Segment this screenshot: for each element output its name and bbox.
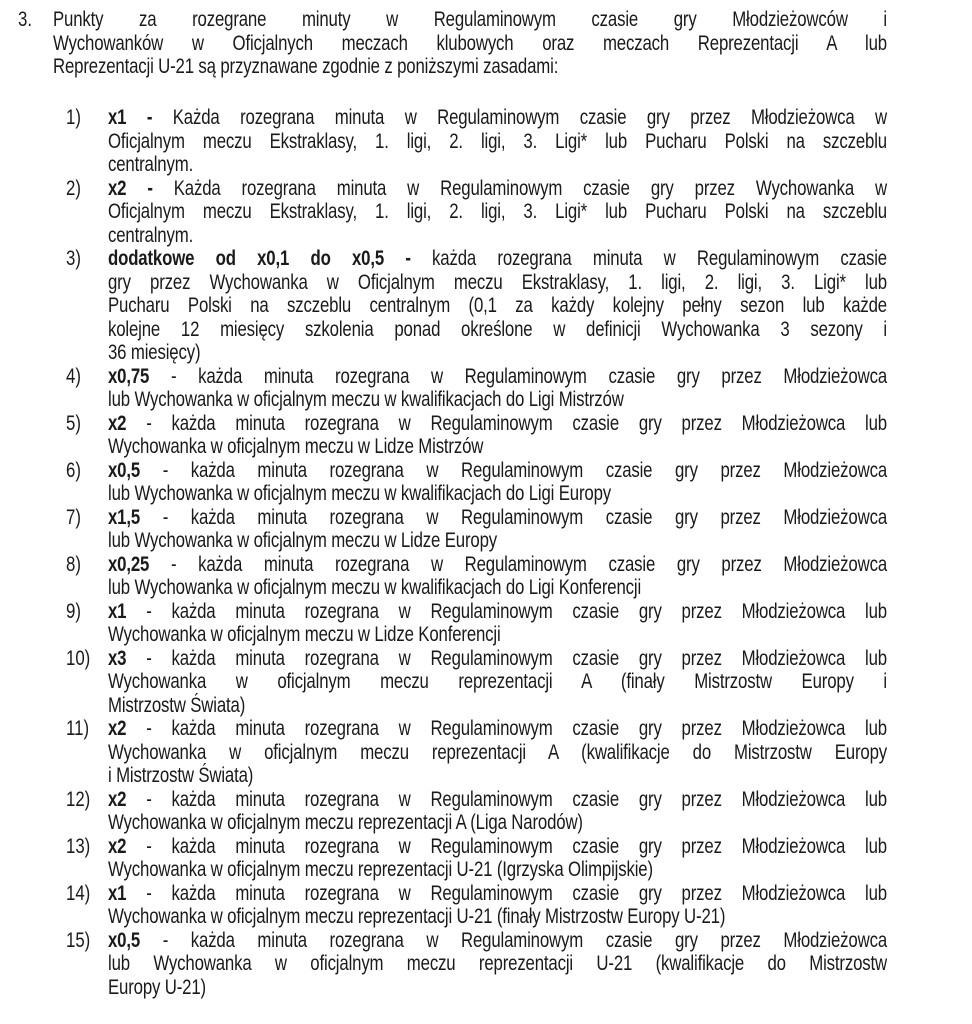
section-number: 3.: [18, 8, 33, 31]
rule-text: Wychowanka w oficjalnym meczu reprezentacji U-21 (finały Mistrzostw Europy U-21): [108, 905, 726, 928]
rule-text: lub Wychowanka w oficjalnym meczu w Lidze Europy: [108, 529, 497, 552]
rule-line: [108, 600, 887, 624]
rule-line: [108, 247, 887, 271]
rule-line: [108, 976, 206, 1000]
rule-text: - każda minuta rozegrana w Regulaminowym czasie gry przez Młodzieżowca lub: [126, 717, 887, 740]
rule-number: 13): [66, 834, 91, 858]
rule-text: Wychowanka w oficjalnym meczu w Lidze Konferencji: [108, 623, 501, 646]
rule-text: Każda rozegrana minuta w Regulaminowym czasie gry przez Młodzieżowca w: [152, 106, 887, 129]
rule-text: - każda minuta rozegrana w Regulaminowym czasie gry przez Młodzieżowca lub: [126, 881, 887, 905]
rule-line: [108, 788, 887, 812]
rule-text: i Mistrzostw Świata): [108, 764, 254, 787]
rule-multiplier: x2: [108, 787, 127, 811]
rule-text: kolejne 12 miesięcy szkolenia ponad określone w definicji Wychowanka 3 sezony i: [108, 317, 887, 341]
intro-text: Wychowanków w Oficjalnych meczach klubowych oraz meczach Reprezentacji A lub: [53, 31, 887, 55]
rule-multiplier: x2 -: [108, 176, 153, 200]
rule-text: - każda minuta rozegrana w Regulaminowym czasie gry przez Młodzieżowca: [140, 928, 887, 952]
rule-line: [108, 294, 887, 318]
rule-multiplier: dodatkowe od x0,1 do x0,5 -: [108, 247, 411, 270]
rule-multiplier: x1: [108, 881, 127, 905]
rule-line: [108, 130, 887, 154]
rule-number: 6): [66, 458, 81, 482]
rule-multiplier: x1 -: [108, 106, 153, 129]
rule-text: centralnym.: [108, 223, 194, 247]
rule-text: Mistrzostw Świata): [108, 693, 246, 717]
rule-text: każda rozegrana minuta w Regulaminowym czasie: [410, 247, 887, 270]
rule-line: [108, 318, 887, 342]
rule-text: Oficjalnym meczu Ekstraklasy, 1. ligi, 2. ligi, 3. Ligi* lub Pucharu Polski na szczeblu: [108, 200, 887, 223]
rule-text: - każda minuta rozegrana w Regulaminowym czasie gry przez Młodzieżowca lub: [126, 787, 887, 811]
rule-text: - każda minuta rozegrana w Regulaminowym czasie gry przez Młodzieżowca: [140, 505, 887, 529]
rule-multiplier: x3: [108, 646, 127, 670]
rule-line: [108, 177, 887, 201]
rule-line: [108, 670, 887, 694]
rule-text: gry przez Wychowanka w Oficjalnym meczu Ekstraklasy, 1. ligi, 2. ligi, 3. Ligi* lub: [108, 270, 887, 294]
rule-line: [108, 200, 887, 224]
rule-line: [108, 553, 887, 577]
rule-text: Wychowanka w oficjalnym meczu reprezentacji A (kwalifikacje do Mistrzostw Europy: [108, 740, 887, 764]
rule-line: [108, 764, 253, 788]
section-intro-line: [53, 32, 887, 56]
rule-text: - każda minuta rozegrana w Regulaminowym czasie gry przez Młodzieżowca lub: [126, 411, 887, 435]
rule-line: [108, 388, 624, 412]
rule-number: 11): [66, 717, 90, 740]
rule-multiplier: x0,5: [108, 928, 141, 952]
rule-text: lub Wychowanka w oficjalnym meczu w kwalifikacjach do Ligi Mistrzów: [108, 388, 624, 411]
rule-line: [108, 412, 887, 436]
rule-line: [108, 529, 497, 553]
rule-text: lub Wychowanka w oficjalnym meczu w kwalifikacjach do Ligi Konferencji: [108, 576, 642, 599]
rule-line: [108, 506, 887, 530]
section-intro-line: [53, 55, 558, 79]
rule-text: lub Wychowanka w oficjalnym meczu reprezentacji U-21 (kwalifikacje do Mistrzostw: [108, 952, 887, 975]
rule-line: [108, 929, 887, 953]
rule-text: - każda minuta rozegrana w Regulaminowym czasie gry przez Młodzieżowca lub: [126, 646, 887, 670]
rule-multiplier: x0,25: [108, 552, 150, 576]
rule-line: [108, 365, 887, 389]
rule-number: 10): [66, 646, 91, 670]
rule-line: [108, 694, 245, 718]
rule-text: Każda rozegrana minuta w Regulaminowym czasie gry przez Wychowanka w: [152, 176, 887, 200]
rule-number: 1): [66, 106, 81, 129]
rule-line: [108, 647, 887, 671]
rule-text: - każda minuta rozegrana w Regulaminowym czasie gry przez Młodzieżowca lub: [126, 834, 887, 858]
rule-text: centralnym.: [108, 153, 194, 176]
rule-line: [108, 153, 193, 177]
rule-text: Pucharu Polski na szczeblu centralnym (0,1 za każdy kolejny pełny sezon lub każde: [108, 294, 887, 317]
rule-multiplier: x1: [108, 599, 127, 623]
rule-line: [108, 835, 887, 859]
rule-text: - każda minuta rozegrana w Regulaminowym czasie gry przez Młodzieżowca: [149, 364, 887, 388]
rule-multiplier: x0,75: [108, 364, 150, 388]
rule-line: [108, 858, 653, 882]
rule-number: 15): [66, 928, 91, 952]
rule-line: [108, 905, 725, 929]
rule-multiplier: x0,5: [108, 458, 141, 482]
rule-text: - każda minuta rozegrana w Regulaminowym czasie gry przez Młodzieżowca: [149, 552, 887, 576]
rule-line: [108, 717, 887, 741]
rule-text: Wychowanka w oficjalnym meczu reprezentacji A (finały Mistrzostw Europy i: [108, 670, 887, 693]
rule-text: Wychowanka w oficjalnym meczu reprezentacji U-21 (Igrzyska Olimpijskie): [108, 858, 653, 881]
rule-line: [108, 482, 611, 506]
rule-line: [108, 271, 887, 295]
rule-number: 5): [66, 411, 81, 435]
intro-text: Reprezentacji U-21 są przyznawane zgodnie z poniższymi zasadami:: [53, 55, 559, 78]
rule-number: 8): [66, 552, 81, 576]
rule-number: 7): [66, 505, 81, 529]
rule-multiplier: x2: [108, 411, 127, 435]
rule-number: 12): [66, 787, 91, 811]
rule-line: [108, 952, 887, 976]
rule-text: - każda minuta rozegrana w Regulaminowym czasie gry przez Młodzieżowca lub: [126, 599, 887, 623]
rule-number: 9): [66, 599, 81, 623]
rule-line: [108, 341, 200, 365]
rule-text: Europy U-21): [108, 975, 206, 999]
rule-multiplier: x2: [108, 834, 127, 858]
rule-multiplier: x2: [108, 717, 127, 740]
intro-text: Punkty za rozegrane minuty w Regulaminowym czasie gry Młodzieżowców i: [53, 8, 887, 31]
rule-line: [108, 224, 193, 248]
rule-text: Wychowanka w oficjalnym meczu w Lidze Mistrzów: [108, 435, 484, 458]
rule-number: 3): [66, 247, 81, 270]
rule-line: [108, 459, 887, 483]
rule-text: Wychowanka w oficjalnym meczu reprezentacji A (Liga Narodów): [108, 811, 583, 834]
rule-line: [108, 435, 483, 459]
rule-line: [108, 811, 583, 835]
rule-line: [108, 623, 501, 647]
rule-line: [108, 882, 887, 906]
rule-text: lub Wychowanka w oficjalnym meczu w kwalifikacjach do Ligi Europy: [108, 482, 611, 505]
rule-number: 14): [66, 881, 91, 905]
section-intro-line: [53, 8, 887, 32]
rule-text: Oficjalnym meczu Ekstraklasy, 1. ligi, 2. ligi, 3. Ligi* lub Pucharu Polski na szczeblu: [108, 129, 887, 153]
rule-line: [108, 106, 887, 130]
rule-number: 2): [66, 176, 81, 200]
rule-number: 4): [66, 364, 81, 388]
rule-text: - każda minuta rozegrana w Regulaminowym czasie gry przez Młodzieżowca: [140, 458, 887, 482]
rule-line: [108, 576, 641, 600]
rule-text: 36 miesięcy): [108, 341, 201, 364]
rule-line: [108, 741, 887, 765]
rule-multiplier: x1,5: [108, 505, 141, 529]
